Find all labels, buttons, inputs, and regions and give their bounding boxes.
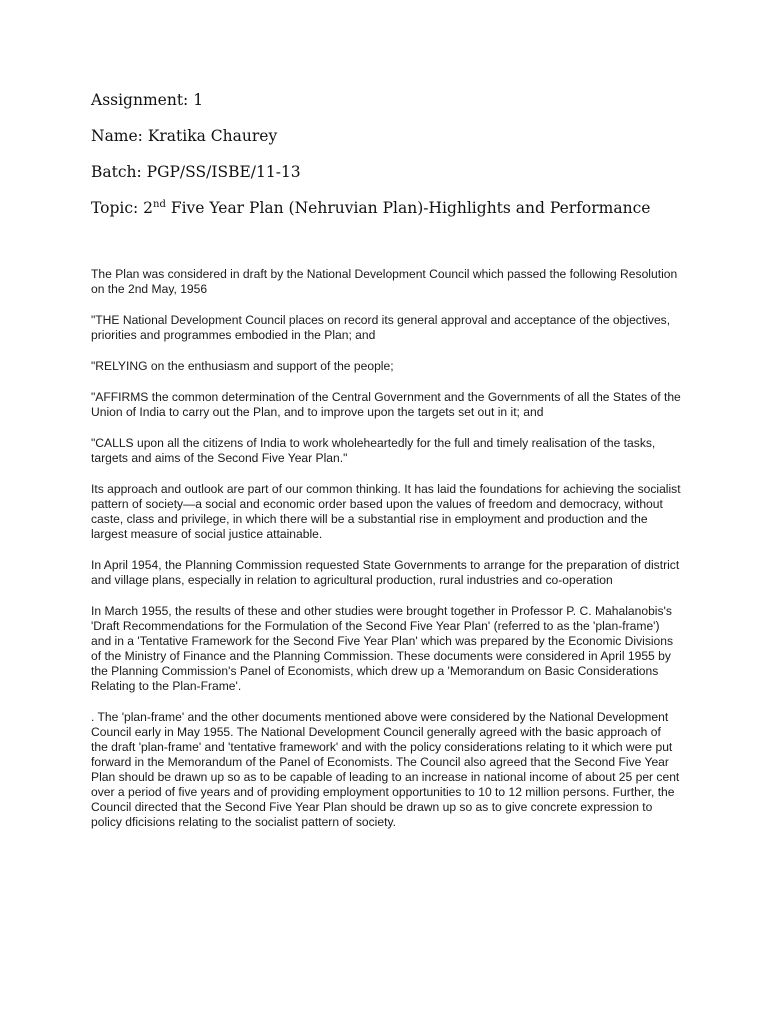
assignment-heading: Assignment: 1 — [91, 91, 204, 109]
document-body — [91, 267, 681, 846]
paragraph-resolution-approval: "THE National Development Council places on record its general approval and acceptance of the objectives, priorities and programmes embodied in the Plan; and — [91, 313, 671, 342]
paragraph-resolution-relying: "RELYING on the enthusiasm and support of the people; — [91, 359, 394, 373]
paragraph-april-1954: In April 1954, the Planning Commission requested State Governments to arrange for the preparation of district and village plans, especially in relation to agricultural production, rural industries and co-operation — [91, 558, 680, 587]
paragraph-march-1955: In March 1955, the results of these and other studies were brought together in Professor P. C. Mahalanobis's 'Draft Recommendations for the Formulation of the Second Five Year Plan' (referred to as the 'plan-frame') and in a 'Tentative Framework for the Second Five Year Plan' which was prepared by the Economic Divisions of the Ministry of Finance and the Planning Commission. These documents were considered in April 1955 by the Planning Commission's Panel of Economists, which drew up a 'Memorandum on Basic Considerations Relating to the Plan-Frame'. — [91, 604, 674, 693]
topic-suffix: Five Year Plan (Nehruvian Plan)-Highlights and Performance — [165, 199, 651, 217]
paragraph-resolution-affirms: "AFFIRMS the common determination of the Central Government and the Governments of all the States of the Union of India to carry out the Plan, and to improve upon the targets set out in it; and — [91, 390, 681, 419]
document-header — [91, 88, 731, 232]
batch-heading: Batch: PGP/SS/ISBE/11-13 — [91, 163, 301, 181]
paragraph-intro: The Plan was considered in draft by the National Development Council which passed the following Resolution on the 2nd May, 1956 — [91, 267, 678, 296]
name-heading: Name: Kratika Chaurey — [91, 127, 278, 145]
topic-heading — [91, 196, 731, 232]
paragraph-resolution-calls: "CALLS upon all the citizens of India to work wholeheartedly for the full and timely realisation of the tasks, targets and aims of the Second Five Year Plan." — [91, 436, 656, 465]
topic-prefix: Topic: 2 — [91, 199, 154, 217]
topic-superscript: nd — [153, 198, 166, 210]
paragraph-plan-frame: . The 'plan-frame' and the other documents mentioned above were considered by the National Development Council early in May 1955. The National Development Council generally agreed with the basic approach of the draft 'plan-frame' and 'tentative framework' and with the policy considerations relating to it which were put forward in the Memorandum of the Panel of Economists. The Council also agreed that the Second Five Year Plan should be drawn up so as to be capable of leading to an increase in national income of about 25 per cent over a period of five years and of providing employment opportunities to 10 to 12 million persons. Further, the Council directed that the Second Five Year Plan should be drawn up so as to give concrete expression to policy dficisions relating to the socialist pattern of society. — [91, 710, 680, 829]
paragraph-approach: Its approach and outlook are part of our common thinking. It has laid the foundations for achieving the socialist pattern of society—a social and economic order based upon the values of freedom and democracy, without caste, class and privilege, in which there will be a substantial rise in employment and production and the largest measure of social justice attainable. — [91, 482, 681, 541]
